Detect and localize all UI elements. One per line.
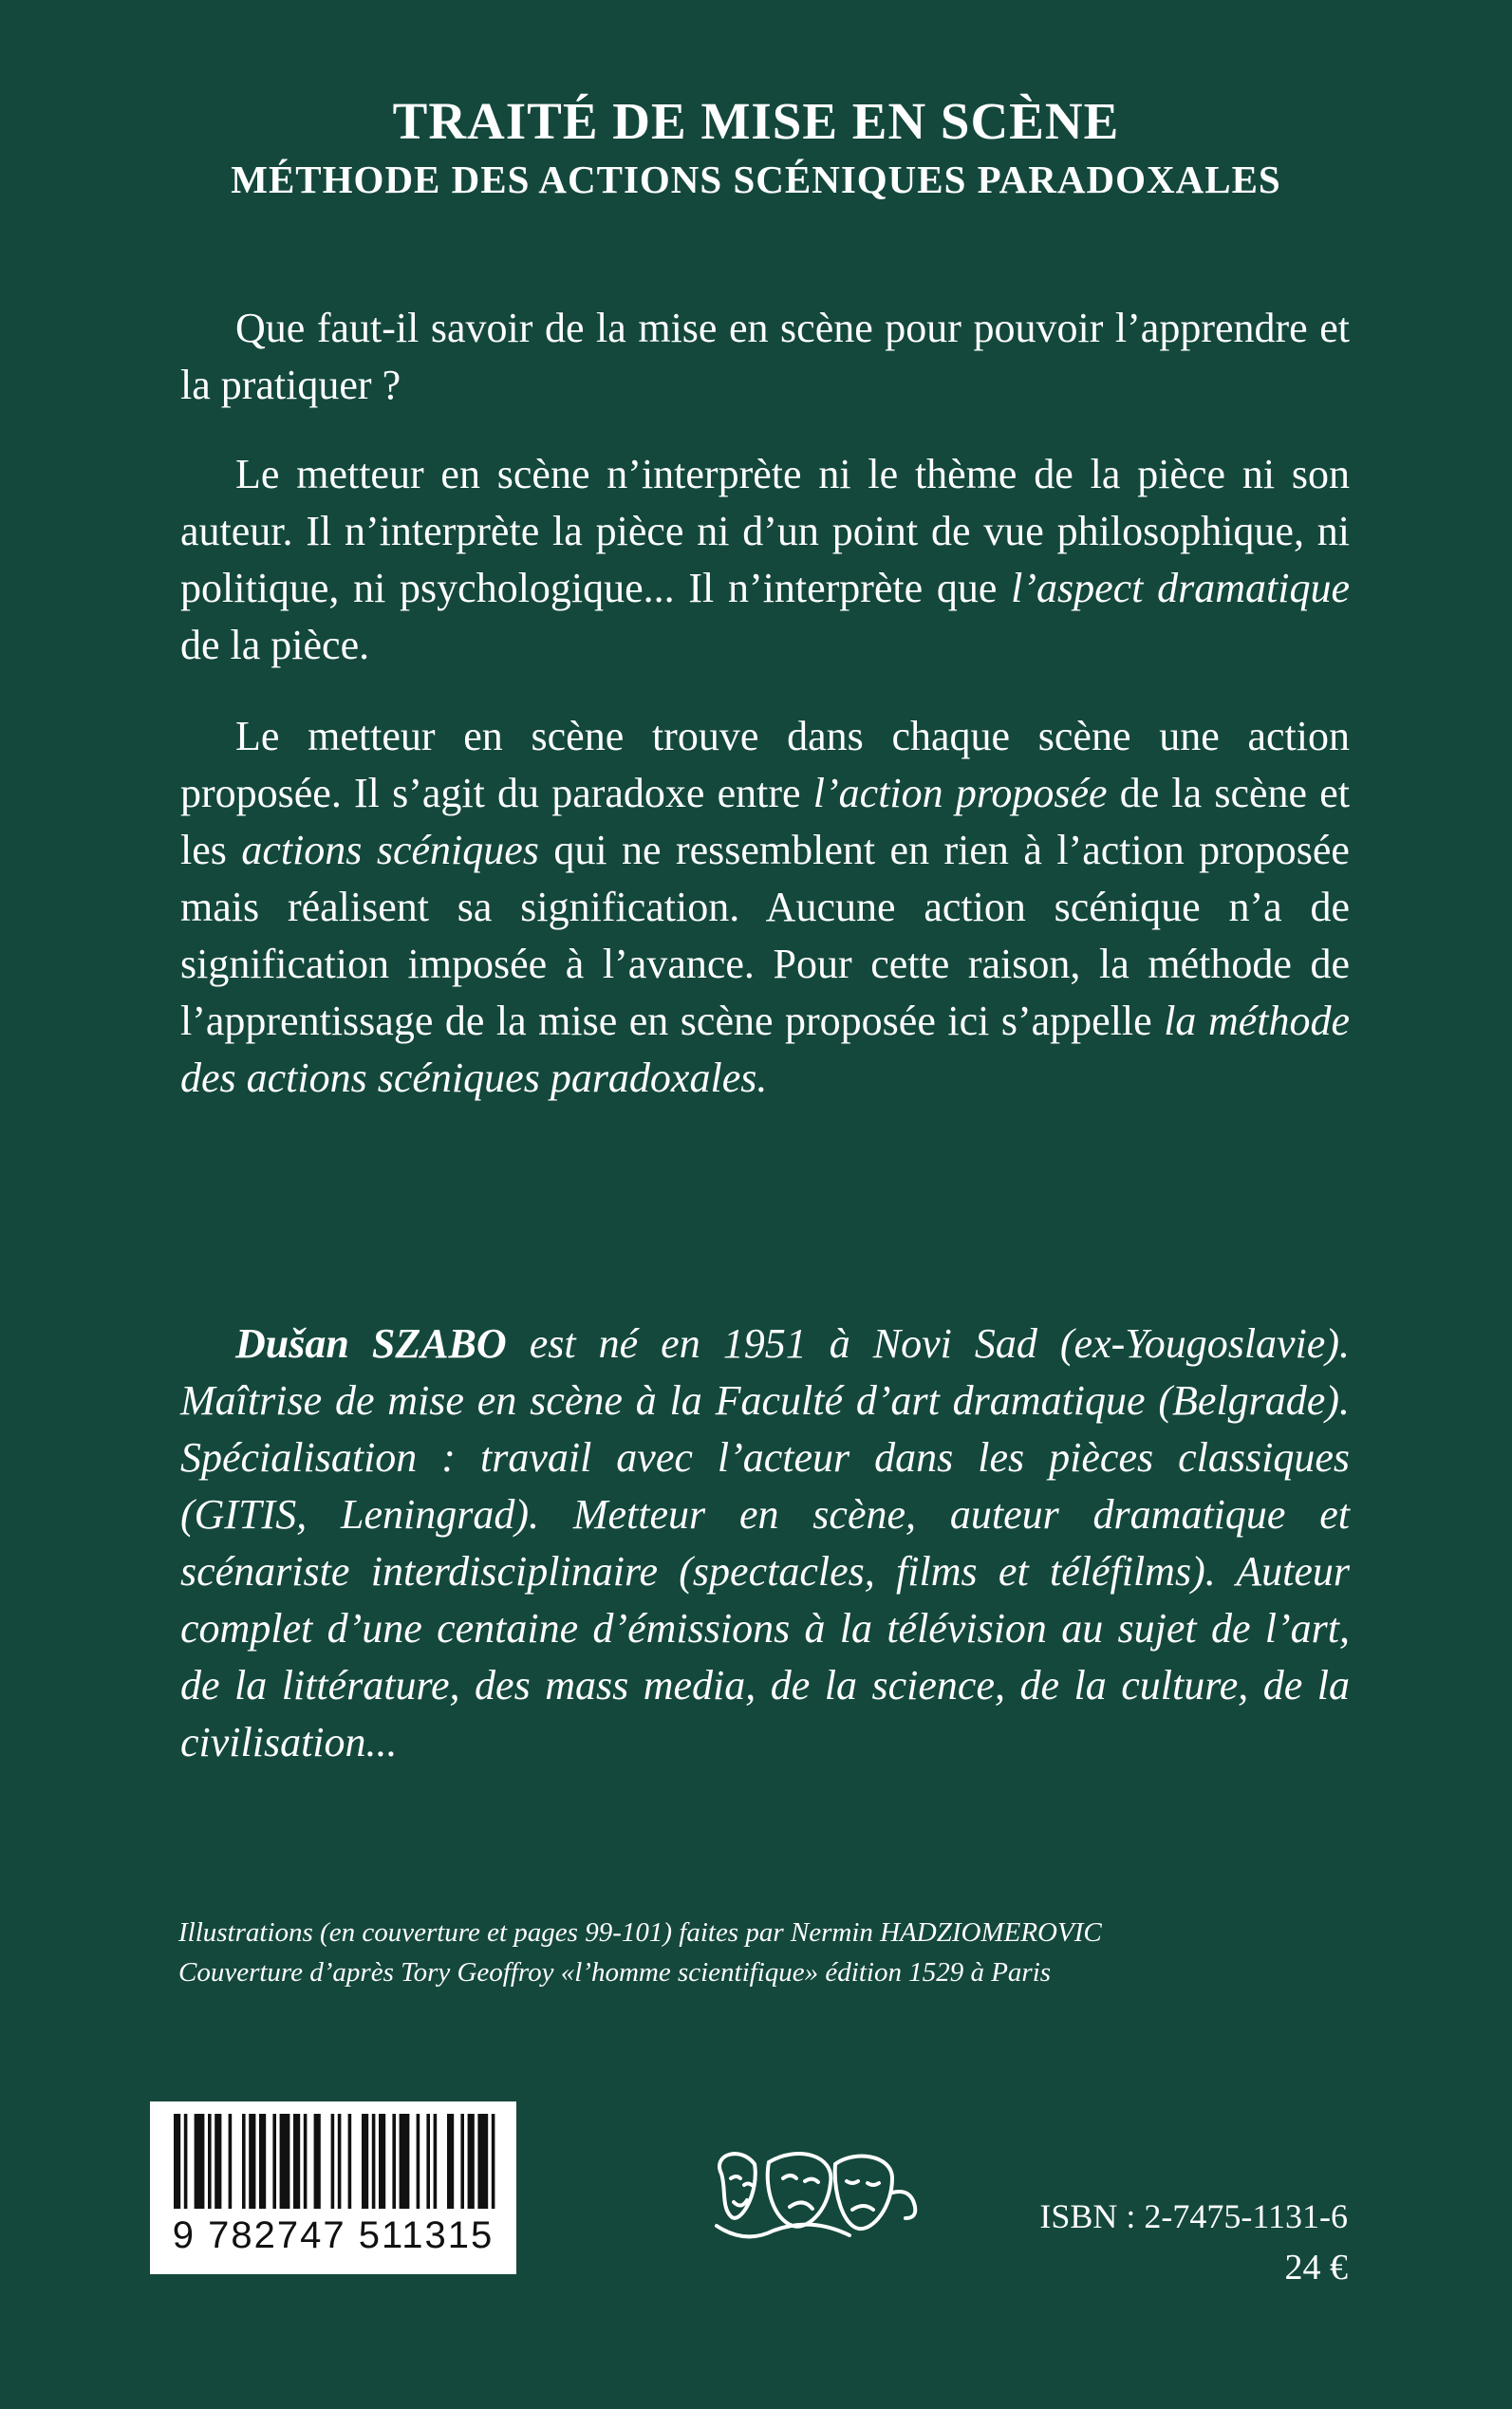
- paragraph-3-emphasis-2: actions scéniques: [241, 827, 539, 873]
- barcode-bar: [379, 2114, 385, 2209]
- barcode-bar: [447, 2114, 454, 2209]
- barcode-bar: [362, 2114, 368, 2209]
- theatre-masks-icon: [702, 2136, 921, 2250]
- paragraph-2-part-b: de la pièce.: [180, 622, 370, 668]
- barcode-bar: [259, 2114, 266, 2209]
- paragraph-2-text: [180, 446, 1350, 674]
- book-title: TRAITÉ DE MISE EN SCÈNE: [392, 92, 1120, 150]
- barcode-number: 9 782747 511315: [172, 2214, 495, 2256]
- isbn: ISBN : 2-7475-1131-6: [1039, 2197, 1348, 2235]
- barcode-bar: [338, 2114, 342, 2209]
- barcode-bar: [392, 2114, 396, 2209]
- barcode-bar: [293, 2114, 300, 2209]
- author-bio-text: [180, 1316, 1350, 1771]
- barcode-bar: [331, 2114, 335, 2209]
- author-bio: [180, 1316, 1350, 1771]
- barcode-icon: [153, 2104, 513, 2216]
- credits-line-2: Couverture d’après Tory Geoffroy «l’homme scientifique» édition 1529 à Paris: [178, 1957, 1052, 1988]
- title-block: [0, 91, 1512, 203]
- author-name: Dušan SZABO: [235, 1320, 507, 1367]
- barcode-bar: [434, 2114, 438, 2209]
- paragraph-1-text: Que faut-il savoir de la mise en scène pour pouvoir l’apprendre et la pratiquer ?: [180, 305, 1350, 408]
- paragraph-3-part-c: qui ne ressemblent en rien à l’action proposée mais réalisent sa signification. Aucune action scénique n’a de signification imposée à l’avance. Pour cette raison, la méthode de l’apprentissage de la mise en scène proposée ici s’appelle: [180, 827, 1350, 1044]
- barcode-bar: [249, 2114, 255, 2209]
- paragraph-3-text: [180, 708, 1350, 1107]
- paragraph-3-part-b: de la scène et les: [180, 770, 1351, 873]
- barcode-bar: [242, 2114, 246, 2209]
- paragraph-2-emphasis: l’aspect dramatique: [1011, 565, 1350, 611]
- barcode-bar: [372, 2114, 376, 2209]
- paragraph-1: [180, 300, 1350, 414]
- barcode-bar: [215, 2114, 221, 2209]
- barcode-bar: [468, 2114, 475, 2209]
- barcode: [150, 2101, 516, 2274]
- paragraph-2: [180, 446, 1350, 674]
- paragraph-3: [180, 708, 1350, 1107]
- author-bio-body: est né en 1951 à Novi Sad (ex-Yougoslavie). Maîtrise de mise en scène à la Faculté d’art dramatique (Belgrade). Spécialisation : travail avec l’acteur dans les pièces classiques (GITIS, Leningrad). Metteur en scène, auteur dramatique et scénariste interdisciplinaire (spectacles, films et téléfilms). Auteur complet d’une centaine d’émissions à la télévision au sujet de l’art, de la littérature, des mass media, de la science, de la culture, de la civilisation...: [180, 1320, 1350, 1765]
- paragraph-3-emphasis-1: l’action proposée: [812, 770, 1108, 816]
- barcode-bar: [184, 2114, 188, 2209]
- paragraph-3-emphasis-3: la méthode des actions scéniques paradoxales.: [180, 998, 1350, 1101]
- illustration-credits: [178, 1913, 1355, 1992]
- barcode-bar: [460, 2114, 464, 2209]
- barcode-bar: [272, 2114, 276, 2209]
- barcode-bar: [208, 2114, 212, 2209]
- barcode-bar: [195, 2114, 205, 2209]
- barcode-bar: [314, 2114, 321, 2209]
- barcode-bar: [229, 2114, 233, 2209]
- paragraph-3-part-a: Le metteur en scène trouve dans chaque scène une action proposée. Il s’agit du paradoxe entre: [180, 713, 1350, 816]
- barcode-bar: [304, 2114, 308, 2209]
- credits-line-1: Illustrations (en couverture et pages 99-101) faites par Nermin HADZIOMEROVIC: [178, 1917, 1102, 1948]
- barcode-bar: [400, 2114, 410, 2209]
- barcode-bar: [417, 2114, 420, 2209]
- barcode-bar: [280, 2114, 290, 2209]
- barcode-bar: [348, 2114, 352, 2209]
- book-subtitle: MÉTHODE DES ACTIONS SCÉNIQUES PARADOXALES: [231, 158, 1281, 201]
- barcode-bar: [174, 2114, 180, 2209]
- paragraph-2-part-a: Le metteur en scène n’interprète ni le thème de la pièce ni son auteur. Il n’interprète la pièce ni d’un point de vue philosophique, ni politique, ni psychologique... Il n’interprète que: [180, 451, 1350, 611]
- barcode-bar: [492, 2114, 495, 2209]
- barcode-bar: [426, 2114, 430, 2209]
- barcode-bar: [477, 2114, 488, 2209]
- price: 24 €: [1284, 2248, 1348, 2288]
